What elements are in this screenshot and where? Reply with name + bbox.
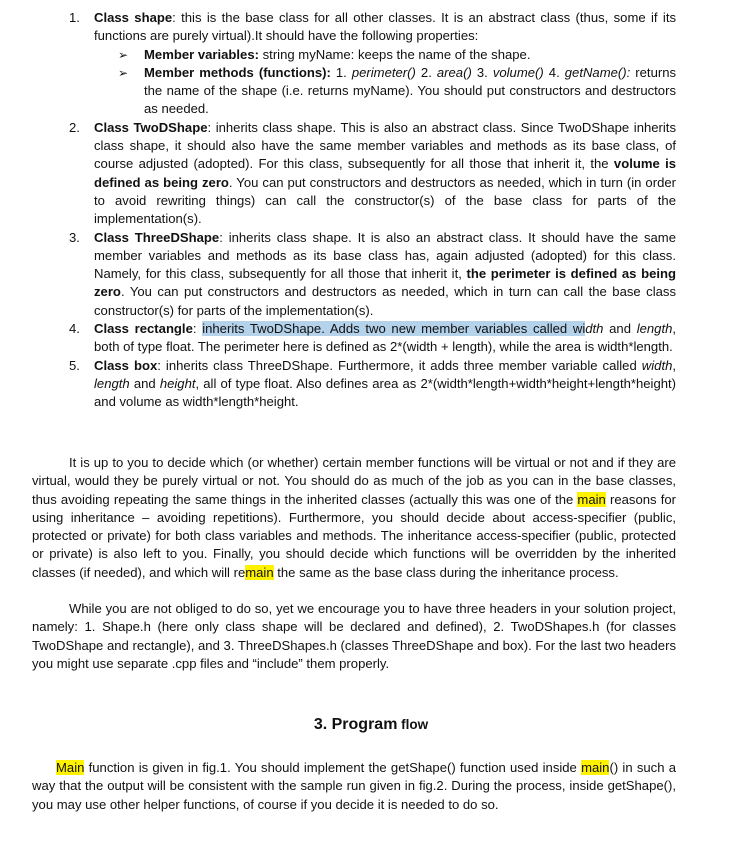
item-text: . You can put constructors and destructors as needed, which in turn (in order to avoid rewriting things) can call the constructor(s) of the base class for parts of the implementation(s). xyxy=(94,174,676,227)
method-name: getName(): xyxy=(564,64,631,80)
item-italic-text: width xyxy=(641,357,673,373)
item-text: . You can put constructors and destructors as needed, which in turn can call the base class constructor(s) for parts of the implementation(s). xyxy=(94,284,676,318)
item-title: Class ThreeDShape xyxy=(94,229,220,245)
selection-highlight: inherits TwoDShape. Adds two new member variables called wi xyxy=(202,321,586,337)
arrow-bullet-icon: ➢ xyxy=(118,47,129,62)
heading-text: 3. Program xyxy=(313,716,398,733)
property-text: string myName: keeps the name of the shape. xyxy=(259,46,531,62)
list-number: 4. xyxy=(69,321,80,337)
property-text: returns the name of the shape (i.e. returns myName). You should put constructors and destructors as needed. xyxy=(144,64,677,117)
method-name: area() xyxy=(436,64,472,80)
property-text: 2. xyxy=(415,64,437,80)
list-number: 5. xyxy=(69,357,80,373)
item-text: : inherits class ThreeDShape. Furthermore, it adds three member variable called xyxy=(157,357,642,373)
paragraph-headers: While you are not obliged to do so, yet we encourage you to have three headers in your solution project, namely: 1. Shape.h (here only class shape will be declared and defined), 2. TwoDShapes.h (for classes TwoDShape and rectangle), and 3. ThreeDShapes.h (classes ThreeDShape and box). For the last two headers you might use separate .cpp files and “include” them properly. xyxy=(32,601,676,671)
item-title: Class shape xyxy=(94,10,173,25)
item-italic-text: length xyxy=(636,321,673,337)
property-member-variables xyxy=(94,46,676,64)
property-text: 4. xyxy=(543,64,565,80)
list-item-class-twodshape xyxy=(0,119,742,229)
search-highlight: main xyxy=(245,564,274,580)
section-heading xyxy=(0,716,742,734)
item-italic-text: length xyxy=(94,375,130,391)
search-highlight: main xyxy=(577,491,606,507)
paragraph-text: function is given in fig.1. You should implement the getShape() function used inside xyxy=(84,760,582,775)
item-text: : inherits class shape. It is also an abstract class. It should have the same member variables and methods as its base class has, again adjusted (adopted) for this class. Namely, for this class, subsequently for all those that inherit it, xyxy=(94,229,676,282)
list-number: 3. xyxy=(69,229,80,245)
property-member-methods xyxy=(94,64,676,119)
item-title: Class box xyxy=(94,357,158,373)
item-bold-text: volume is defined as being zero xyxy=(94,156,677,190)
item-bold-text: the perimeter is defined as being zero xyxy=(94,266,677,300)
item-text: , xyxy=(672,357,677,373)
item-title: Class rectangle xyxy=(94,321,193,337)
method-name: volume() xyxy=(492,64,544,80)
paragraph-design-decisions xyxy=(32,454,676,582)
item-text: and xyxy=(603,321,637,337)
item-italic-text: height xyxy=(159,375,196,391)
list-item-class-threedshape xyxy=(0,229,742,320)
property-text: 3. xyxy=(471,64,493,80)
list-item-class-box xyxy=(0,357,742,412)
item-text: , both of type float. The perimeter here is defined as 2*(width + length), while the area is width*length. xyxy=(94,321,677,355)
item-text: : this is the base class for all other classes. It is an abstract class (thus, some if its functions are purely virtual).It should have the following properties: xyxy=(94,10,677,44)
list-number: 2. xyxy=(69,119,80,135)
paragraph-text: () in such a way that the output will be consistent with the sample run given in fig.2. During the process, inside getShape(), you may use other helper functions, of course if you decide it is needed to do so. xyxy=(32,760,677,812)
property-label: Member methods (functions): xyxy=(144,64,331,80)
list-item-class-shape xyxy=(0,9,742,119)
item-text: and xyxy=(129,375,160,391)
property-text: 1. xyxy=(330,64,352,80)
paragraph-text: reasons for using inheritance – avoiding repetitions). Furthermore, you should decide about access-specifier (public, protected or private) for both class variables and methods. The inheritance access-specifier (public, protected or private) is also left to you. Finally, you should decide which functions will be overridden by the inherited classes (if needed), and which will re xyxy=(32,491,676,580)
paragraph-text: It is up to you to decide which (or whether) certain member functions will be virtual or not and if they are virtual, would they be purely virtual or not. You should do as much of the job as you can in the base classes, thus avoiding repeating the same things in the inherited classes (actually this was one of the xyxy=(32,455,676,507)
class-list xyxy=(0,9,742,412)
item-title: Class TwoDShape xyxy=(94,119,208,135)
item-text: : inherits class shape. This is also an abstract class. Since TwoDShape inherits class shape, it should also have the same member variables and methods as its base class, of course adjusted (adopted). For this class, subsequently for all those that inherit it, the xyxy=(94,119,676,172)
paragraph-program-flow xyxy=(32,759,676,814)
search-highlight: Main xyxy=(56,760,85,775)
search-highlight: main xyxy=(581,760,610,775)
list-item-class-rectangle xyxy=(0,320,742,357)
property-label: Member variables: xyxy=(144,46,259,62)
item-text: : xyxy=(192,321,203,337)
arrow-bullet-icon: ➢ xyxy=(118,65,129,80)
property-list xyxy=(94,46,676,119)
paragraph-text: the same as the base class during the inheritance process. xyxy=(273,564,619,580)
item-text: , all of type float. Also defines area as 2*(width*length+width*height+length*height) and volume as width*length*height. xyxy=(94,375,677,410)
method-name: perimeter() xyxy=(351,64,416,80)
list-number: 1. xyxy=(69,10,80,25)
item-italic-text: dth xyxy=(585,321,604,337)
heading-text-small: flow xyxy=(397,717,429,732)
